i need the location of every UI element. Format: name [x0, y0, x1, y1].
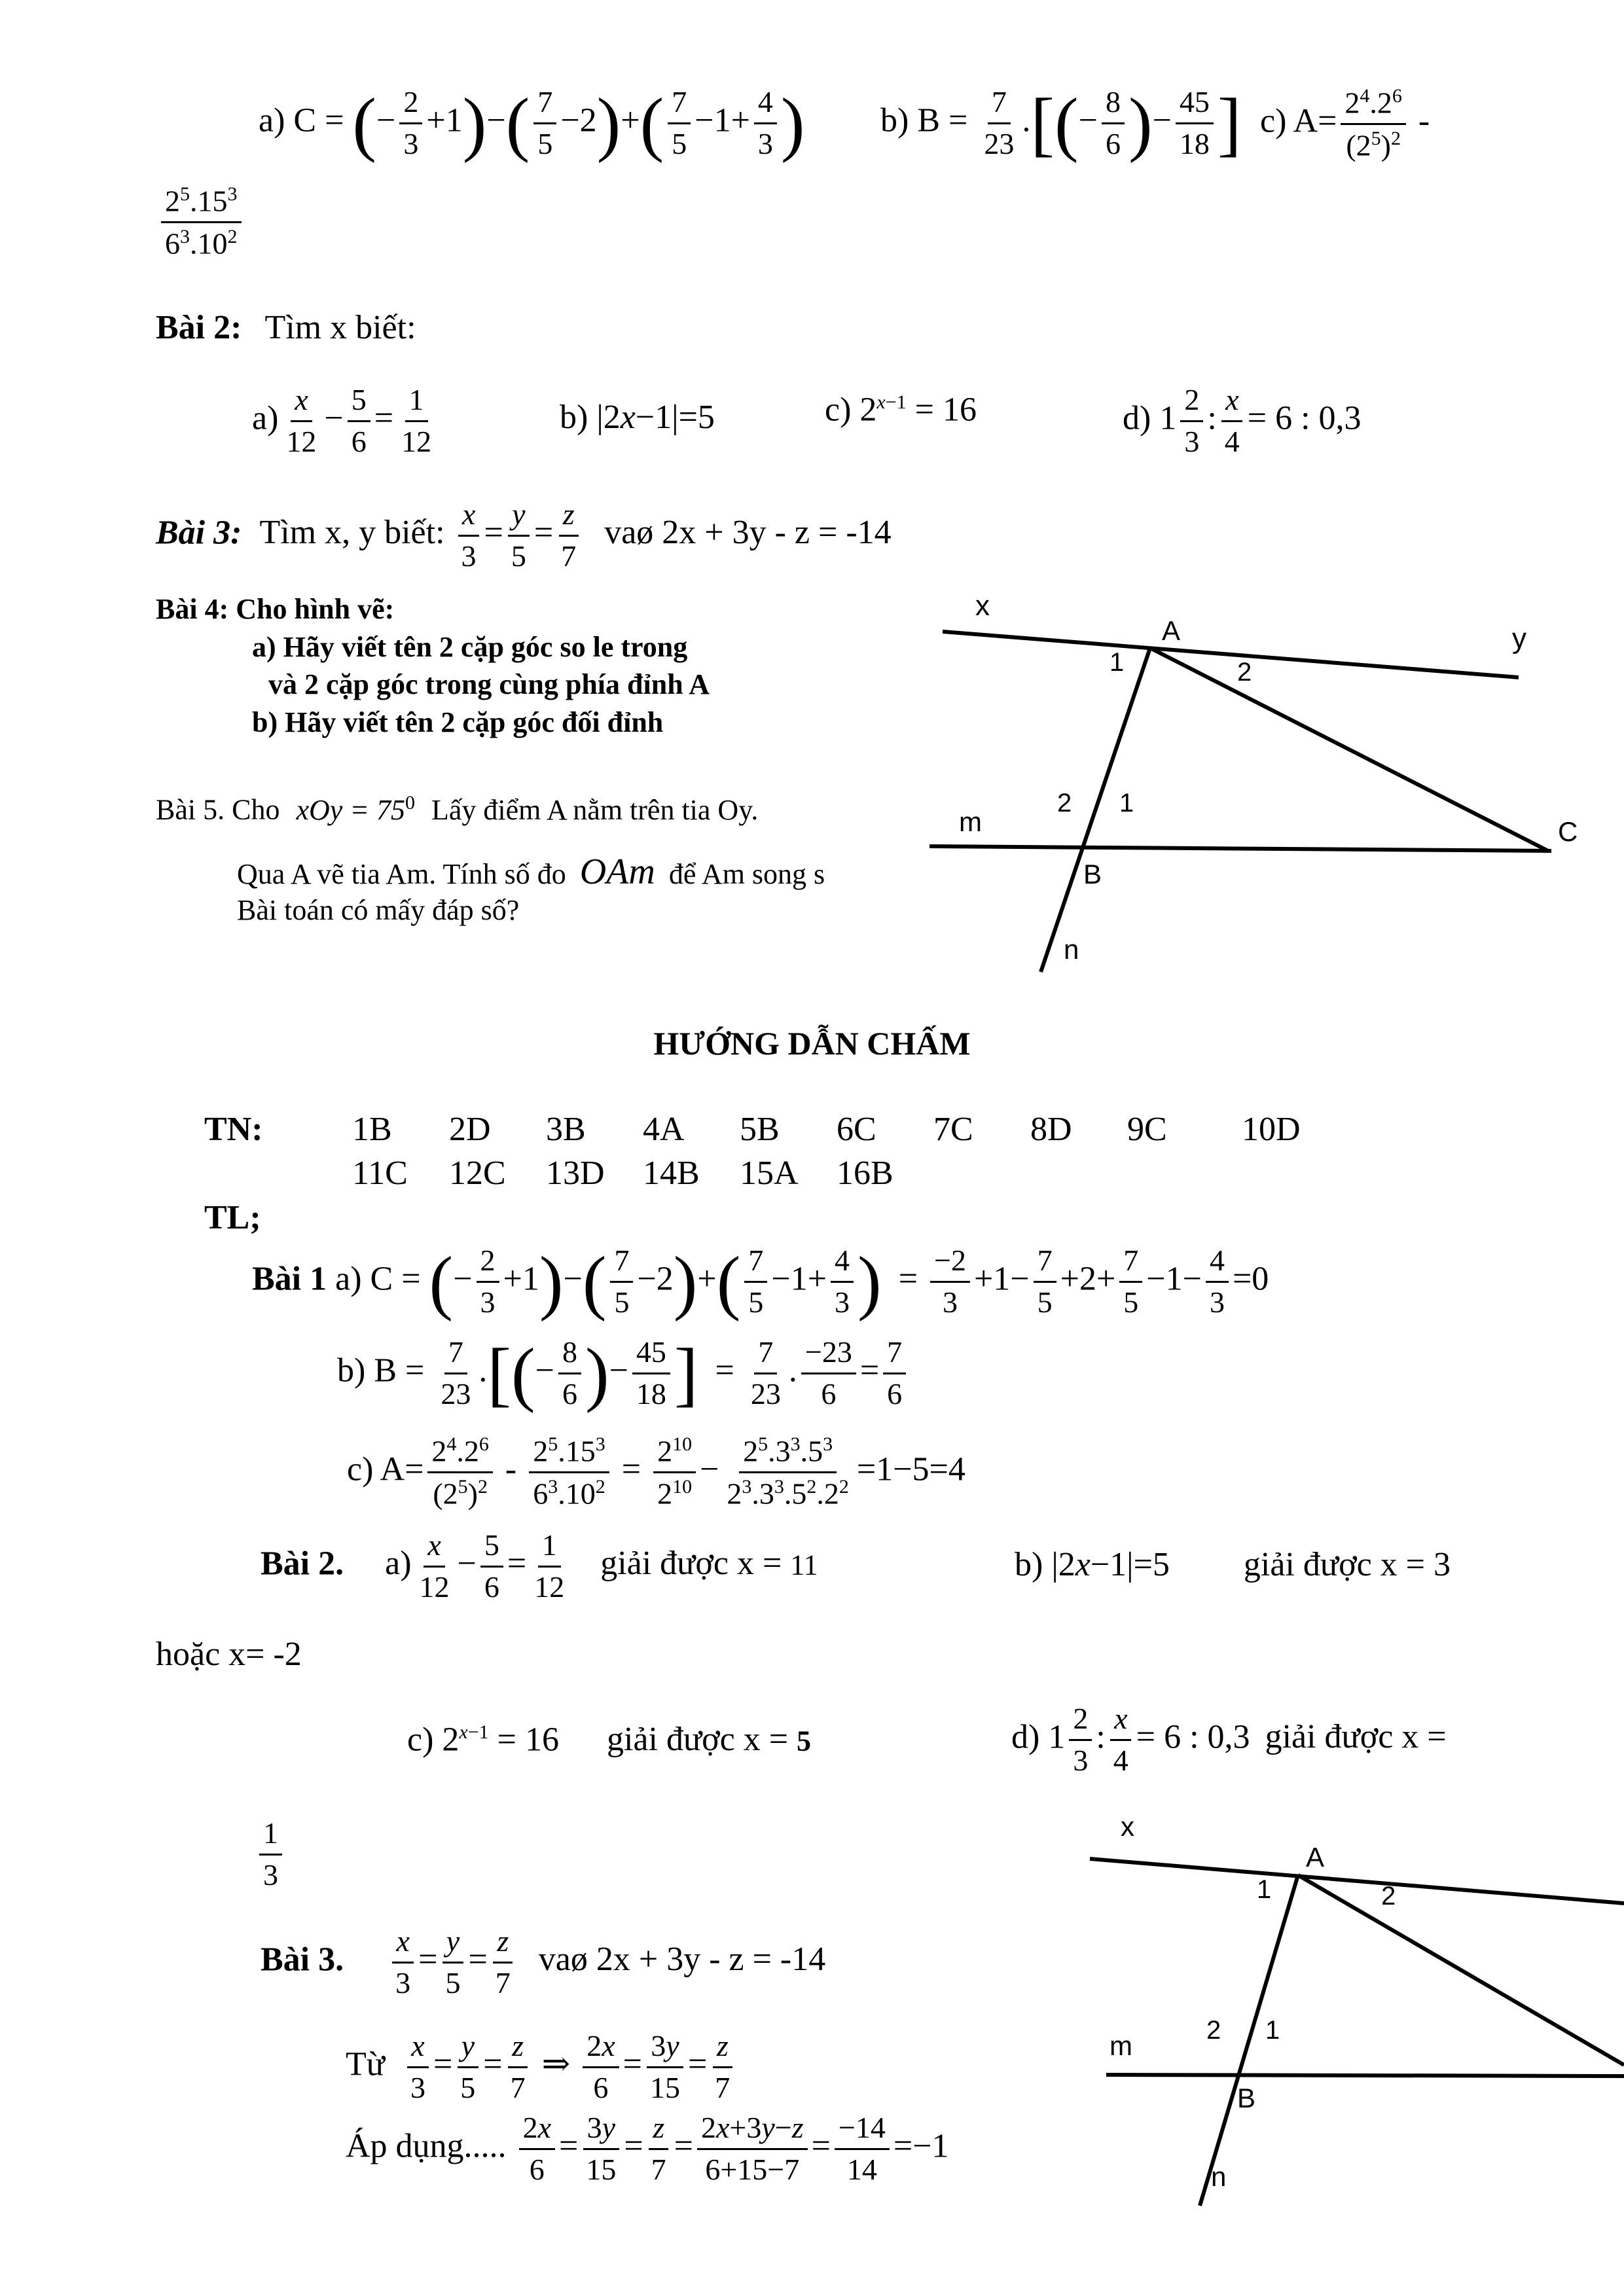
- line-m: [1106, 2075, 1624, 2076]
- answer-title: HƯỚNG DẪN CHẤM: [653, 1025, 971, 1062]
- ans-bai2-d-val: $\frac{1}{3}$: [255, 1816, 286, 1893]
- ans-bai3-tu: Từ $\frac{x}{3}$ = $\frac{y}{5}$ = $\frac{z}{7}$ ⇒ $\frac{2x}{6}$ = $\frac{3y}{15}$ = $\frac{z}{7}$: [346, 2029, 738, 2106]
- label-angle-A1: 1: [1110, 648, 1125, 677]
- geometry-figure-1: [916, 576, 1610, 982]
- label-x: x: [1121, 1811, 1134, 1842]
- label-m: m: [959, 806, 982, 837]
- bai4-line4: b) Hãy viết tên 2 cặp góc đối đỉnh: [252, 706, 664, 738]
- bai5-line2: Qua A vẽ tia Am. Tính số đo OAm để Am song s: [237, 852, 825, 892]
- geometry-figure-2: [1080, 1806, 1624, 2212]
- label-A: A: [1162, 615, 1181, 646]
- ans-bai2-c: c) $2^{x-1} = 16$ giải được x = 5: [407, 1721, 812, 1759]
- bai2-d: d) 1 $\frac{2}{3}$ : $\frac{x}{4}$ = 6 : 0,3: [1123, 383, 1362, 458]
- line-m: [929, 846, 1551, 851]
- problem1-c: c) A= $\frac{2^4.2^6}{(2^5)^2}$ -: [1260, 85, 1430, 162]
- label-angle-A1: 1: [1257, 1875, 1272, 1904]
- segment-AC: [1298, 1875, 1624, 2065]
- label-angle-B1: 1: [1265, 2016, 1280, 2045]
- bai2-a: a) $\frac{x}{12}$ − $\frac{5}{6}$ = $\frac{1}{12}$: [252, 383, 432, 458]
- ans-bai3-apdung: Áp dụng..... $\frac{2x}{6}$ = $\frac{3y}{15}$ = $\frac{z}{7}$ = $\frac{2x+3y-z}{6+15-7}$ = $\frac{-14}{14}$ =−1: [346, 2111, 949, 2186]
- label-angle-B1: 1: [1119, 789, 1134, 817]
- problem1-line: a) C = (− $\frac{2}{3}$ +1)−( $\frac{7}{5}$ −2)+( $\frac{7}{5}$ −1+ $\frac{4}{3}$ ): [259, 83, 805, 164]
- ans-bai2-b: b) |2x−1|=5 giải được x = 3: [1015, 1546, 1451, 1583]
- problem1-c-cont: $\frac{2^5.15^3}{6^3.10^2}$: [157, 183, 245, 261]
- bai3-line: Bài 3: Tìm x, y biết: $\frac{x}{3}$ = $\frac{y}{5}$ = $\frac{z}{7}$ vaø 2x + 3y - z = -14: [156, 497, 892, 573]
- bai4-line2: a) Hãy viết tên 2 cặp góc so le trong: [252, 631, 688, 663]
- ans-bai1-b: b) B = $\frac{7}{23}$ .[(− $\frac{8}{6}$ )− $\frac{45}{18}$ ] = $\frac{7}{23}$ . $\frac{-23}{6}$ = $\frac{7}{6}$: [337, 1335, 910, 1412]
- label-angle-A2: 2: [1381, 1882, 1396, 1910]
- tn-row1: 1B 2D 3B 4A 5B 6C 7C 8D 9C 10D: [352, 1111, 1301, 1148]
- label-x: x: [975, 590, 990, 622]
- line-xy: [943, 632, 1519, 677]
- bai2-b: b) |2x−1|=5: [560, 399, 715, 436]
- label-A: A: [1306, 1842, 1325, 1873]
- ans-bai2-d: d) 1 $\frac{2}{3}$ : $\frac{x}{4}$ = 6 : 0,3 giải được x =: [1011, 1702, 1447, 1777]
- tl-label: TL;: [204, 1199, 261, 1236]
- label-a: a) C =: [259, 101, 344, 139]
- ans-bai2-b-cont: hoặc x= -2: [156, 1636, 302, 1673]
- label-C: C: [1558, 816, 1578, 847]
- bai4-line3: và 2 cặp góc trong cùng phía đỉnh A: [268, 668, 710, 700]
- label-angle-B2: 2: [1206, 2016, 1221, 2045]
- line-xy: [1090, 1859, 1624, 1903]
- label-y: y: [1512, 622, 1526, 655]
- label-B: B: [1083, 859, 1102, 889]
- bai4-line1: Bài 4: Cho hình vẽ:: [156, 593, 395, 625]
- segment-AC: [1150, 648, 1548, 851]
- label-B: B: [1237, 2083, 1256, 2113]
- label-angle-B2: 2: [1057, 789, 1072, 817]
- ans-bai1-a: Bài 1 a) C = (− $\frac{2}{3}$ +1)−( $\frac{7}{5}$ −2)+( $\frac{7}{5}$ −1+ $\frac{4}{3}$ ) = $\frac{-2}{3}$ +1− $\frac{7}{5}$ +2+ $\frac{7}{5}$ −1− $\frac{4}{3}$ =0: [252, 1242, 1269, 1322]
- label-m: m: [1110, 2030, 1132, 2061]
- bai2-heading: Bài 2: Tìm x biết:: [156, 309, 416, 346]
- label-angle-A2: 2: [1237, 658, 1252, 687]
- problem1-b: b) B = $\frac{7}{23}$ .[(− $\frac{8}{6}$ )− $\frac{45}{18}$ ]: [880, 83, 1242, 164]
- label-n: n: [1211, 2161, 1227, 2192]
- ans-bai1-c: c) A= $\frac{2^4.2^6}{(2^5)^2}$ - $\frac{2^5.15^3}{6^3.10^2}$ = $\frac{2^{10}}{2^{10}}$ − $\frac{2^5.3^3.5^3}{2^3.3^3.5^2.2^2}$ =1−5=4: [347, 1433, 965, 1511]
- bai5-line3: Bài toán có mấy đáp số?: [237, 894, 520, 926]
- ans-bai3: Bài 3. $\frac{x}{3}$ = $\frac{y}{5}$ = $\frac{z}{7}$ vaø 2x + 3y - z = -14: [261, 1924, 826, 2000]
- tn-label: TN:: [204, 1111, 263, 1148]
- label-n: n: [1064, 934, 1079, 965]
- tn-row2: 11C 12C 13D 14B 15A 16B: [352, 1155, 893, 1192]
- ans-bai2-a: Bài 2. a) $\frac{x}{12}$ − $\frac{5}{6}$ = $\frac{1}{12}$ giải được x = 11: [261, 1528, 818, 1604]
- bai2-c: c) $2^{x-1} = 16$: [825, 391, 977, 429]
- bai5-line1: Bài 5. Cho xOy = $75^0$ Lấy điểm A nằm trên tia Oy.: [156, 792, 759, 826]
